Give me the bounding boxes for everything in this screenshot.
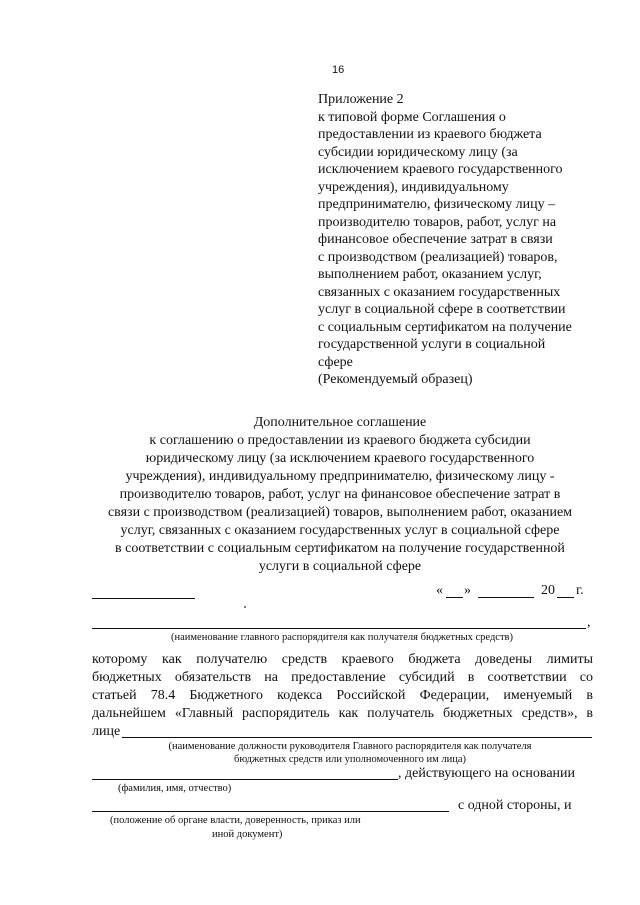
position-line	[122, 737, 592, 738]
title-line: юридическому лицу (за исключением краевого государственного	[145, 451, 535, 466]
caption-grbs-name: (наименование главного распорядителя как получателя бюджетных средств)	[171, 632, 513, 643]
date-quote-close: »	[464, 583, 471, 598]
title-line: услуг, связанных с оказанием государственных услуг в социальной сфере	[120, 523, 560, 538]
appendix-line: предпринимателю, физическому лицу –	[318, 197, 556, 212]
date-year-blank	[557, 597, 574, 598]
caption-position-2: бюджетных средств или уполномоченного им лица)	[233, 754, 466, 765]
title-line: к соглашению о предоставлении из краевого бюджета субсидии	[149, 433, 531, 448]
title-line: учреждения), индивидуальному предпринимателю, физическому лицу -	[125, 469, 555, 484]
title-line: производителю товаров, работ, услуг на финансовое обеспечение затрат в	[119, 487, 561, 502]
place-blank-line	[92, 598, 195, 599]
paragraph-line: бюджетных обязательств на предоставление субсидий в соответствии со	[92, 670, 593, 685]
title-line: в соответствии с социальным сертификатом на получение государственной	[115, 541, 565, 556]
appendix-line: к типовой форме Соглашения о	[318, 109, 506, 125]
in-person-label: лице	[92, 724, 121, 739]
paragraph-line: статьей 78.4 Бюджетного кодекса Российской Федерации, именуемый в	[92, 688, 593, 703]
caption-document-1: (положение об органе власти, доверенность, приказ или	[110, 815, 361, 826]
appendix-line: финансовое обеспечение затрат в связи	[318, 232, 553, 247]
grbs-name-line	[92, 628, 586, 629]
title-line: Дополнительное соглашение	[253, 415, 427, 430]
title-line: связи с производством (реализацией) товаров, выполнением работ, оказанием	[107, 505, 573, 520]
appendix-line: выполнением работ, оказанием услуг,	[318, 267, 542, 282]
appendix-line: с производством (реализацией) товаров,	[318, 249, 558, 265]
appendix-line: исключением краевого государственного	[318, 162, 563, 177]
date-year-suffix: г.	[576, 583, 584, 598]
page-number: 16	[332, 64, 345, 76]
appendix-line: субсидии юридическому лицу (за	[318, 144, 518, 160]
appendix-line: производителю товаров, работ, услуг на	[318, 214, 557, 230]
appendix-line: сфере	[318, 354, 353, 370]
grbs-comma: ,	[587, 615, 591, 630]
date-year-prefix: 20	[541, 583, 555, 598]
appendix-line: связанных с оказанием государственных	[318, 284, 561, 300]
title-line: услуги в социальной сфере	[258, 559, 422, 574]
date-month-blank	[478, 597, 534, 598]
appendix-line: Приложение 2	[318, 92, 404, 107]
appendix-line: услуг в социальной сфере в соответствии	[318, 302, 566, 317]
one-side-text: с одной стороны, и	[458, 798, 572, 813]
appendix-line: с социальным сертификатом на получение	[318, 319, 572, 335]
fio-line	[92, 779, 398, 780]
appendix-line: (Рекомендуемый образец)	[318, 372, 473, 387]
date-day-blank	[446, 597, 463, 598]
agreement-title	[90, 414, 590, 576]
basis-document-line	[92, 811, 449, 812]
appendix-header	[318, 91, 608, 389]
caption-position-1: (наименование должности руководителя Главного распорядителя как получателя	[168, 741, 532, 752]
agreement-paragraph	[92, 651, 593, 723]
paragraph-line: дальнейшем «Главный распорядитель как получатель бюджетных средств», в	[92, 706, 593, 721]
caption-fio: (фамилия, имя, отчество)	[118, 783, 232, 794]
acting-basis-text: , действующего на основании	[398, 766, 576, 781]
appendix-line: учреждения), индивидуальному	[318, 179, 509, 195]
appendix-line: предоставлении из краевого бюджета	[318, 127, 542, 142]
paragraph-line: которому как получателю средств краевого бюджета доведены лимиты	[92, 652, 593, 667]
caption-document-2: иной документ)	[212, 829, 283, 840]
scan-dot	[244, 606, 246, 608]
appendix-line: государственной услуги в социальной	[318, 337, 546, 352]
date-quote-open: «	[436, 583, 443, 598]
